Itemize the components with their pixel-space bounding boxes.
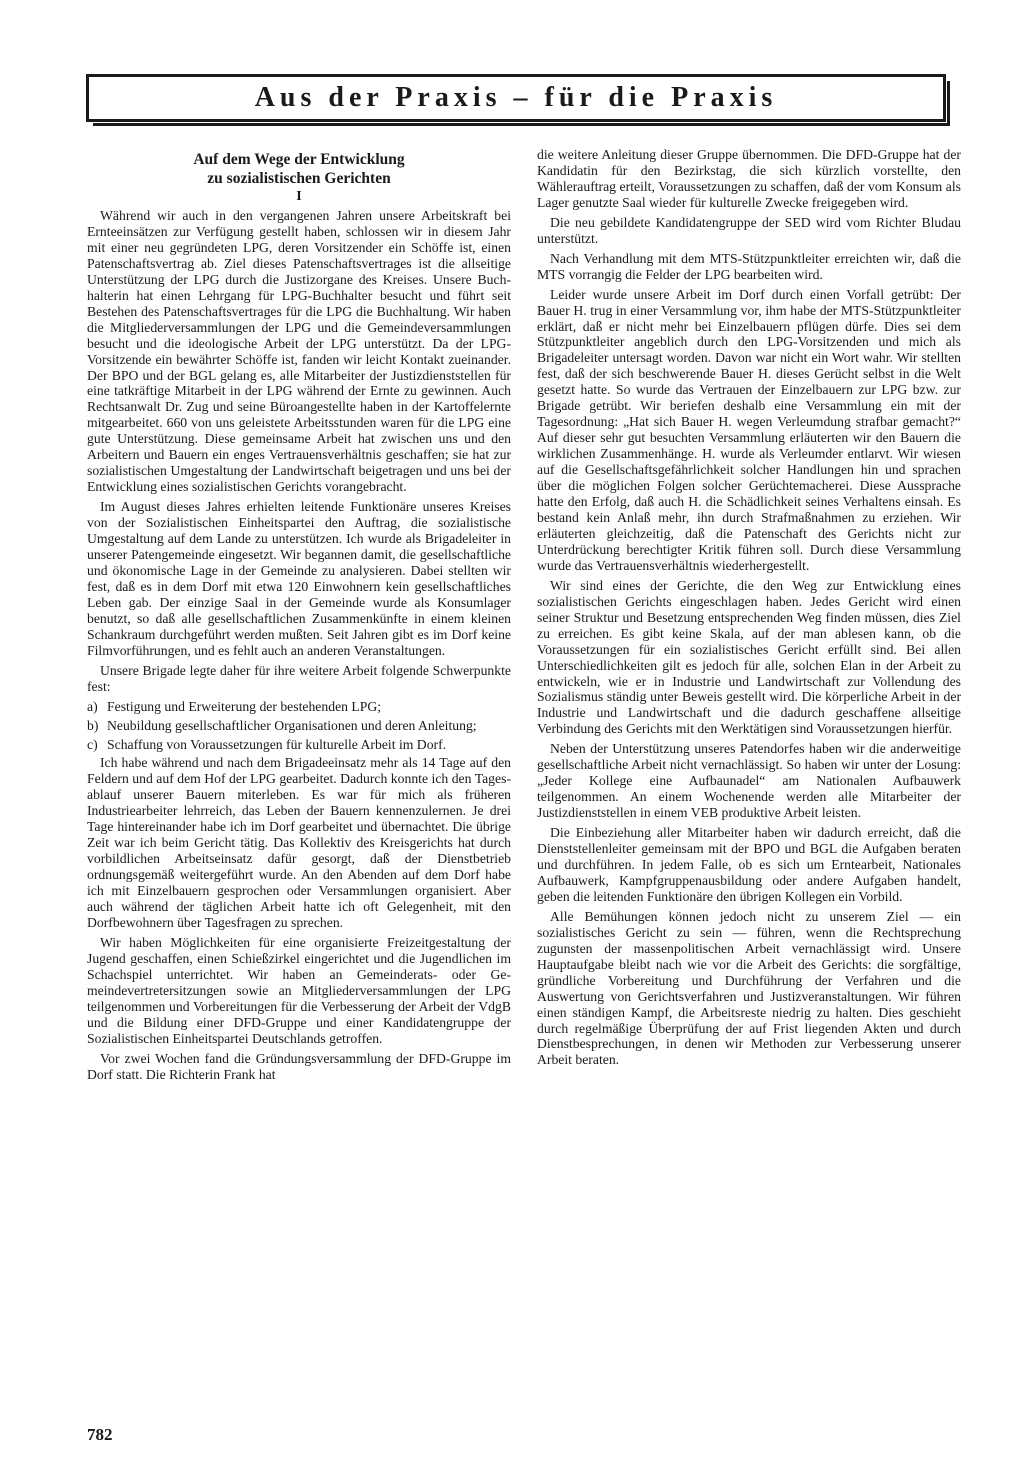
list-item xyxy=(87,699,511,715)
section-header-box xyxy=(86,74,946,122)
paragraph: Wir sind eines der Gerichte, die den Weg zur Entwicklung eines sozialistischen Gerichts eingeschlagen haben. Jedes Gericht wird einen seiner Struktur und Besetzung entsprechenden Weg finden müssen, dies Ziel zu erreichen. Es gibt keine Skala, auf der man ablesen kann, ob die Voraussetzungen für ein sozialistisches Gericht erfüllt sind. Bei allen Unterschiedlichkeiten gilt es jedoch für alle, solchen Elan in der Arbeit zu entwickeln, wie er in Industrie und Landwirtschaft zur Vollendung des Sozialismus ständig unter Beweis gestellt wird. Die körperliche Arbeit in der Industrie und Landwirtschaft und die dadurch geschaffene allseitige Verbindung des Gerichts mit den Werktätigen sind Voraussetzungen hierfür. xyxy=(537,577,961,737)
paragraph: Während wir auch in den vergangenen Jahren unsere Arbeitskraft bei Ernteeinsätzen zur Verfügung gestellt haben, schlossen wir in diesem Jahr mit einer neu gegründeten LPG, deren Vorsitzender ein Schöffe ist, einen Patenschaftsvertrag ab. Ziel dieses Patenschaftsvertrages ist die allseitige Unterstützung der LPG durch die Justizorgane des Kreises. Unsere Buchhalterin hat einen Lehrgang für LPG-Buchhalter besucht und führt seit Bestehen des Patenschaftsvertrages für die LPG die Buchhaltung. Wir haben die Mitgliederversammlungen der LPG und die Gemeindeversammlungen besucht und die ideologische Arbeit der LPG unterstützt. Da der LPG-Vorsitzende ein bewährter Schöffe ist, fanden wir leicht Kontakt zueinander. Der BPO und der BGL gelang es, alle Mitarbeiter der Justizdienststellen für eine tatkräftige Mitarbeit in der LPG während der Ernte zu gewinnen. Auch Rechtsanwalt Dr. Zug und seine Büroangestellte haben in der Kartoffelernte mitgearbeitet. 660 von uns geleistete Arbeitsstunden waren für die LPG eine gute Unterstützung. Diese gemeinsame Arbeit hat zwischen uns und den Arbeitern und Bauern ein enges Vertrauensverhältnis geschaffen; sie hat zur sozialistischen Umgestaltung der Landwirtschaft beigetragen und uns bei der Entwicklung eines sozialistischen Gerichts vorangebracht. xyxy=(87,208,511,495)
list-item xyxy=(87,718,511,734)
list-text: Festigung und Erweiterung der bestehenden LPG; xyxy=(107,698,382,714)
paragraph: Ich habe während und nach dem Brigadeeinsatz mehr als 14 Tage auf den Feldern und auf dem Hof der LPG gearbeitet. Dadurch konnte ich den Tagesablauf unserer Bauern miterleben. Es war für mich als früheren Industriearbeiter lehrreich, das Leben der Bauern kennenzulernen. Je drei Tage hintereinander habe ich im Dorf gearbeitet und übernachtet. Die übrige Zeit war ich beim Gericht tätig. Das Kollektiv des Kreisgerichts hat durch vorbildlichen Arbeitseinsatz dafür gesorgt, daß der Dienstbetrieb ordnungsgemäß weitergeführt wurde. An den Abenden auf dem Dorf habe ich mit Einzelbauern gesprochen oder Versammlungen organisiert. Aber auch während der täglichen Arbeit hatte ich oft Gelegenheit, mit den Dorfbewohnern über Tagesfragen zu sprechen. xyxy=(87,755,511,930)
list-text: Schaffung von Voraussetzungen für kulturelle Arbeit im Dorf. xyxy=(107,736,447,752)
paragraph: Neben der Unterstützung unseres Patendorfes haben wir die anderweitige gesellschaftliche Arbeit nicht vernachlässigt. So haben wir unter der Losung: „Jeder Kollege eine Aufbaunadel“ am Nationalen Aufbauwerk teilgenommen. An einem Wochenende werden alle Mitarbeiter der Justizdienststellen in einem VEB produktive Arbeit leisten. xyxy=(537,741,961,821)
paragraph: Im August dieses Jahres erhielten leitende Funktionäre unseres Kreises von der Sozialistischen Einheitspartei den Auftrag, die sozialistische Umgestaltung auf dem Lande zu unterstützen. Ich wurde als Brigadeleiter in unserer Patengemeinde eingesetzt. Wir begannen damit, die gesellschaftliche und ökonomische Lage in der Gemeinde zu analysieren. Dabei stellten wir fest, daß es in dem Dorf mit etwa 120 Einwohnern kein gesellschaftliches Leben gab. Der einzige Saal in der Gemeinde wurde als Konsumlager benutzt, so daß alle gesellschaftlichen Zusammenkünfte in einem kleinen Schankraum durchgeführt werden mußten. Seit Jahren gibt es im Dorf keine Filmvorführungen, und es fehlt auch an anderen Veranstaltungen. xyxy=(87,499,511,658)
page-number: 782 xyxy=(87,1425,113,1444)
list-marker: b) xyxy=(87,717,99,733)
column-right xyxy=(537,147,961,1072)
paragraph: Die neu gebildete Kandidatengruppe der SED wird vom Richter Bludau unterstützt. xyxy=(537,214,961,246)
list-marker: c) xyxy=(87,736,98,752)
paragraph-continued: die weitere Anleitung dieser Gruppe übernommen. Die DFD-Gruppe hat der Kandidatin für den Bezirkstag, die sich kürzlich vorstellte, den Wählerauftrag erteilt, Voraussetzungen zu schaffen, daß der vom Konsum als Lager genutzte Saal wieder für kulturelle Zwecke freigegeben wird. xyxy=(537,147,961,210)
paragraph: Leider wurde unsere Arbeit im Dorf durch einen Vorfall getrübt: Der Bauer H. trug in einer Versammlung vor, ihm habe der MTS-Stützpunktleiter erklärt, daß er nicht mehr bei Einzelbauern pflügen dürfe. Dies sei dem Stützpunktleiter angeblich durch den LPG-Vorsitzenden und mich als Brigadeleiter untersagt worden. Davon war nicht ein Wort wahr. Wir stellten fest, daß der sich beschwerende Bauer H. dieses Gerücht selbst in die Welt gesetzt hatte. So wurde das Vertrauen der Einzelbauern zur LPG bzw. zur Brigade getrübt. Wir beriefen deshalb eine Versammlung ein mit der Tagesordnung: „Hat sich Bauer H. wegen Verleumdung strafbar gemacht?“ Auf dieser sehr gut besuchten Versammlung erläuterten wir den Bauern die wirklichen Zusammenhänge. H. wurde als Verleumder entlarvt. Wir wiesen auf die Gesellschaftsgefährlichkeit solcher Handlungen hin und sprachen über die möglichen Folgen solcher Gerüchtemacherei. Diese Aussprache hatte den Erfolg, daß auch H. die Schädlichkeit seines Verhaltens einsah. Es bestand kein Anlaß mehr, ihn durch Strafmaßnahmen zu erziehen. Wir erläuterten gleichzeitig, daß die Patenschaft des Gerichts nicht zur Unterdrückung berechtigter Kritik führen soll. Durch diese Versammlung wurde das Vertrauensverhältnis wiederhergestellt. xyxy=(537,286,961,573)
article-part-number: I xyxy=(296,189,302,204)
paragraph: Wir haben Möglichkeiten für eine organisierte Freizeitgestaltung der Jugend geschaffen, einen Schießzirkel eingerichtet und die Jugendlichen im Schachspiel unterrichtet. Wir haben an Gemeinderats- oder Gemeindevertretersitzungen sowie an Mitgliederversammlungen der LPG teilgenommen und Vorbereitungen für die Verbesserung der Arbeit der VdgB und die Bildung einer DFD-Gruppe und einer Kandidatengruppe der Sozialistischen Einheitspartei Deutschlands getroffen. xyxy=(87,934,511,1046)
list-marker: a) xyxy=(87,698,98,714)
paragraph: Nach Verhandlung mit dem MTS-Stützpunktleiter erreichten wir, daß die MTS vorrangig die Felder der LPG bearbeiten wird. xyxy=(537,250,961,282)
paragraph: Alle Bemühungen können jedoch nicht zu unserem Ziel — ein sozialistisches Gericht zu sein — führen, wenn die Rechtsprechung zugunsten der massenpolitischen Arbeit vernachlässigt wird. Unsere Hauptaufgabe bleibt nach wie vor die Arbeit des Gerichts: die sorgfältige, gründliche Vorbereitung und Durchführung der Verfahren und die Auswertung von Gerichtsverfahren und Justizveranstaltungen. Wir führen einen ständigen Kampf, die Arbeitsreste niedrig zu halten. Dies geschieht durch regelmäßige Überprüfung der auf Frist liegenden Akten und durch Dienstbesprechungen, in denen wir Methoden zur Verbesserung unserer Arbeit beraten. xyxy=(537,908,961,1068)
paragraph: Vor zwei Wochen fand die Gründungsversammlung der DFD-Gruppe im Dorf statt. Die Richterin Frank hat xyxy=(87,1050,511,1082)
column-left xyxy=(87,147,511,1087)
list-text: Neubildung gesellschaftlicher Organisationen und deren Anleitung; xyxy=(107,717,477,733)
article-title-line-2: zu sozialistischen Gerichten xyxy=(207,170,391,187)
paragraph: Unsere Brigade legte daher für ihre weitere Arbeit folgende Schwerpunkte fest: xyxy=(87,662,511,694)
list-item xyxy=(87,737,511,753)
paragraph: Die Einbeziehung aller Mitarbeiter haben wir dadurch erreicht, daß die Dienststellenleiter gemeinsam mit der BPO und BGL die Aufgaben beraten und durchführen. In jedem Falle, ob es sich um Erntearbeit, Nationales Aufbauwerk, Kampfgruppenausbildung oder andere Aufgaben handelt, geben die leitenden Funktionäre den übrigen Kollegen ein Vorbild. xyxy=(537,825,961,904)
section-header-title: Aus der Praxis – für die Praxis xyxy=(254,82,778,113)
article-title-line-1: Auf dem Wege der Entwicklung xyxy=(193,151,405,168)
